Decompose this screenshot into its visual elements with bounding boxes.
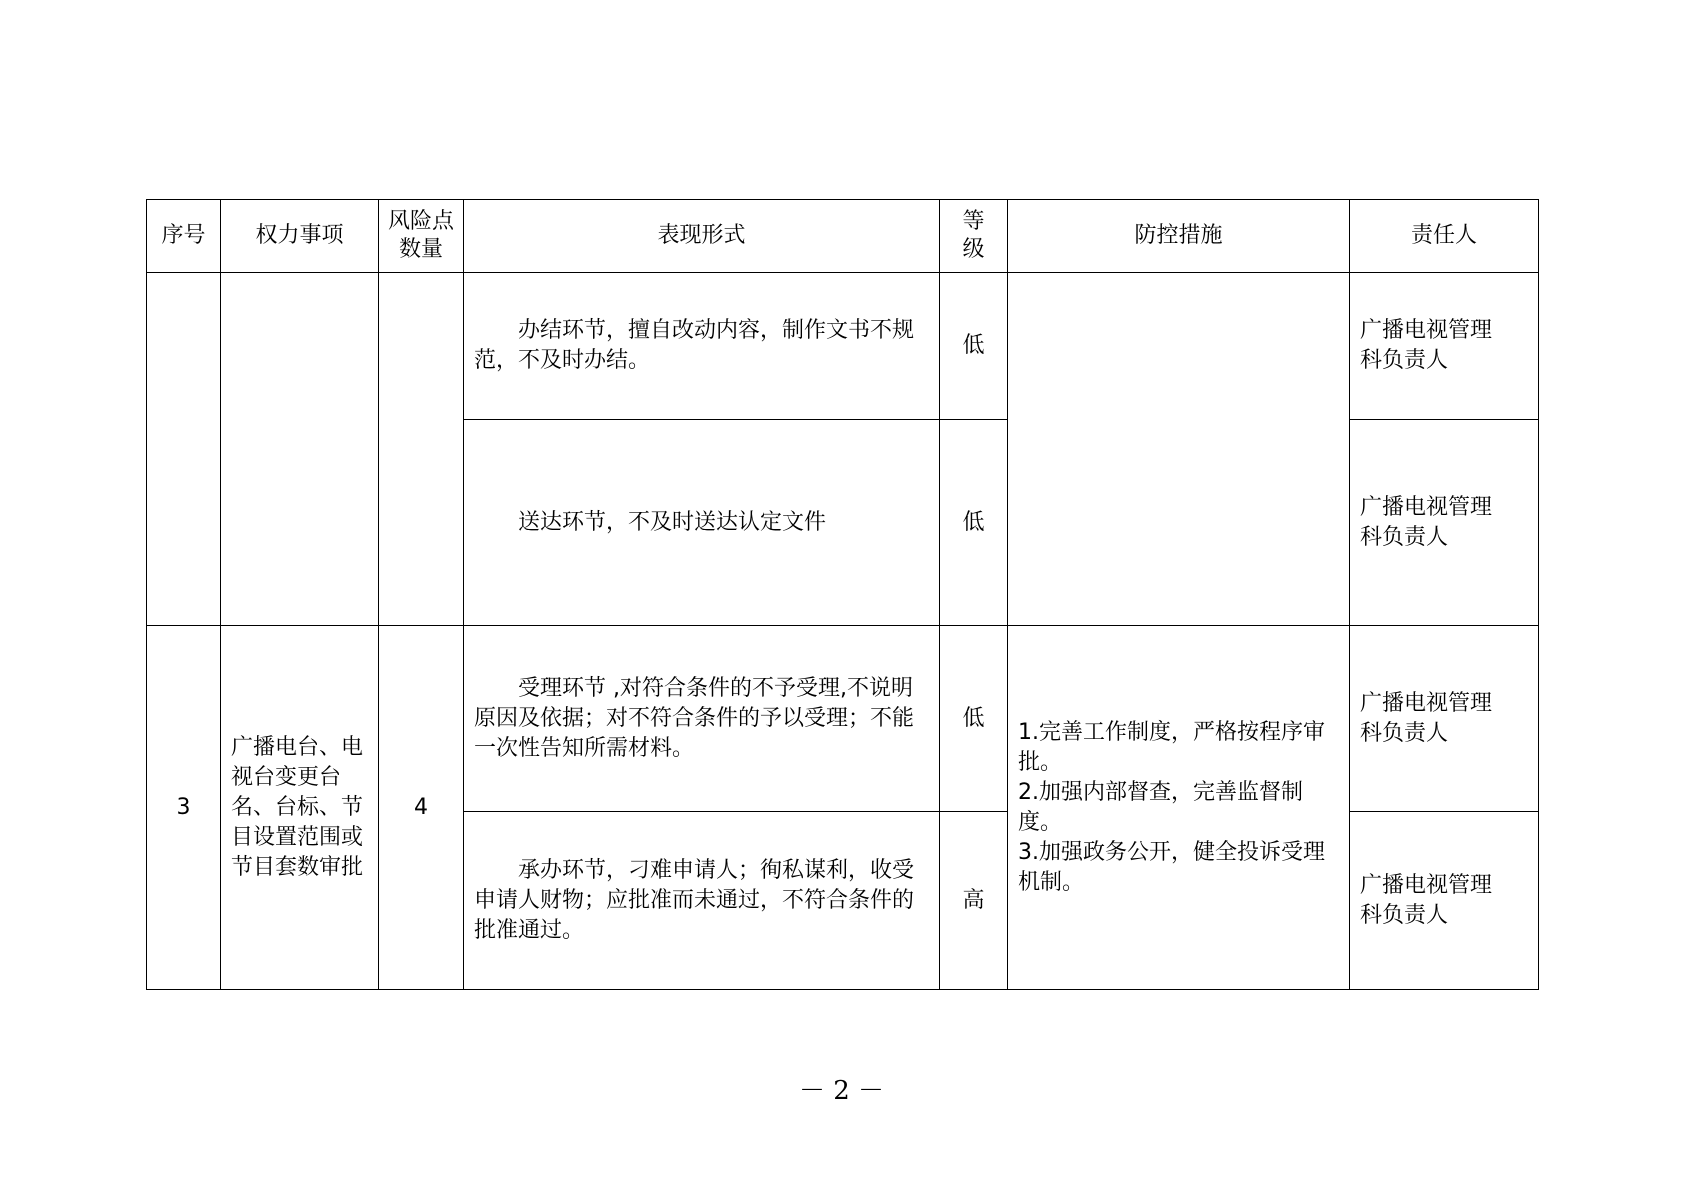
risk-control-table: [146, 199, 1539, 990]
table-row: [147, 273, 1539, 420]
level-cell: 高: [940, 812, 1008, 990]
page-number: － 2 －: [798, 1076, 885, 1106]
responsible-cell: 广播电视管理科负责人: [1350, 626, 1539, 812]
table-row: [147, 626, 1539, 812]
measure-item: 1.完善工作制度，严格按程序审批。: [1018, 719, 1325, 775]
risk-count-cell-empty: [379, 273, 464, 626]
header-responsible: 责任人: [1350, 200, 1539, 273]
risk-count-cell: 4: [379, 626, 464, 990]
header-measures: 防控措施: [1008, 200, 1350, 273]
level-cell: 低: [940, 626, 1008, 812]
responsible-cell: 广播电视管理科负责人: [1350, 812, 1539, 990]
manifestation-cell: 承办环节，刁难申请人；徇私谋利，收受申请人财物；应批准而未通过，不符合条件的批准通过。: [464, 812, 940, 990]
power-item-cell: 广播电台、电视台变更台名、台标、节目设置范围或节目套数审批: [221, 626, 379, 990]
seq-cell-empty: [147, 273, 221, 626]
header-manifestation: 表现形式: [464, 200, 940, 273]
level-cell: 低: [940, 420, 1008, 626]
header-row: [147, 200, 1539, 273]
responsible-cell: 广播电视管理科负责人: [1350, 420, 1539, 626]
measure-item: 3.加强政务公开，健全投诉受理机制。: [1018, 839, 1325, 895]
measures-cell-empty: [1008, 273, 1350, 626]
measure-item: 2.加强内部督查，完善监督制度。: [1018, 779, 1303, 835]
manifestation-cell: 送达环节，不及时送达认定文件: [464, 420, 940, 626]
manifestation-cell: 办结环节，擅自改动内容，制作文书不规范，不及时办结。: [464, 273, 940, 420]
header-seq: 序号: [147, 200, 221, 273]
manifestation-cell: 受理环节 ,对符合条件的不予受理,不说明原因及依据；对不符合条件的予以受理；不能一次性告知所需材料。: [464, 626, 940, 812]
seq-cell: 3: [147, 626, 221, 990]
header-risk-count: 风险点数量: [379, 200, 464, 273]
measures-cell: [1008, 626, 1350, 990]
header-power-item: 权力事项: [221, 200, 379, 273]
level-cell: 低: [940, 273, 1008, 420]
responsible-cell: 广播电视管理科负责人: [1350, 273, 1539, 420]
power-item-cell-empty: [221, 273, 379, 626]
header-level: 等级: [940, 200, 1008, 273]
